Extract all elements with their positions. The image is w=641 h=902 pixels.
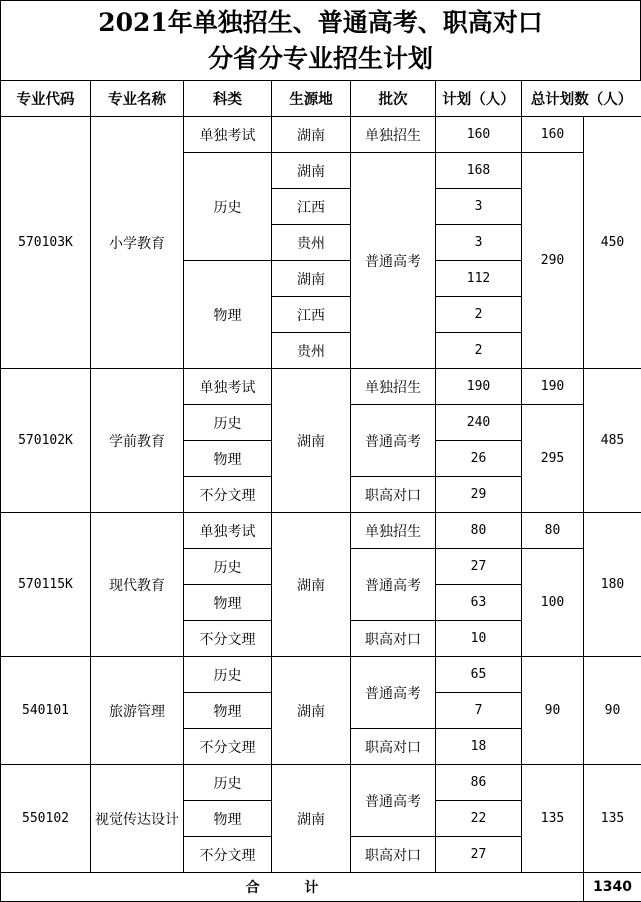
table-row — [1, 513, 641, 549]
plan-cell: 3 — [436, 189, 522, 225]
batch-total-cell: 135 — [522, 765, 584, 873]
table-row — [1, 765, 641, 801]
origin-cell: 湖南 — [272, 369, 351, 513]
batch-cell: 普通高考 — [351, 765, 436, 837]
plan-cell: 27 — [436, 837, 522, 873]
batch-cell: 单独招生 — [351, 513, 436, 549]
plan-cell: 27 — [436, 549, 522, 585]
title-line-1: 2021年单独招生、普通高考、职高对口 — [1, 5, 640, 41]
major-code-cell: 570115K — [1, 513, 91, 657]
header-plan: 计划（人） — [436, 81, 522, 117]
subject-cell: 物理 — [184, 693, 272, 729]
subject-cell: 物理 — [184, 585, 272, 621]
header-major-code: 专业代码 — [1, 81, 91, 117]
major-name-cell: 现代教育 — [91, 513, 184, 657]
major-total-cell: 450 — [584, 117, 641, 369]
subject-cell: 历史 — [184, 153, 272, 261]
subject-cell: 历史 — [184, 657, 272, 693]
subject-cell: 单独考试 — [184, 513, 272, 549]
batch-cell: 职高对口 — [351, 729, 436, 765]
subject-cell: 不分文理 — [184, 621, 272, 657]
batch-total-cell: 80 — [522, 513, 584, 549]
table-row — [1, 657, 641, 693]
subject-cell: 物理 — [184, 261, 272, 369]
major-code-cell: 570103K — [1, 117, 91, 369]
major-name-cell: 旅游管理 — [91, 657, 184, 765]
subject-cell: 单独考试 — [184, 369, 272, 405]
major-code-cell: 540101 — [1, 657, 91, 765]
origin-cell: 贵州 — [272, 333, 351, 369]
batch-cell: 职高对口 — [351, 837, 436, 873]
batch-cell: 普通高考 — [351, 153, 436, 369]
plan-cell: 160 — [436, 117, 522, 153]
subject-cell: 历史 — [184, 549, 272, 585]
origin-cell: 湖南 — [272, 117, 351, 153]
batch-cell: 普通高考 — [351, 405, 436, 477]
header-origin: 生源地 — [272, 81, 351, 117]
plan-cell: 168 — [436, 153, 522, 189]
plan-cell: 2 — [436, 333, 522, 369]
major-name-cell: 小学教育 — [91, 117, 184, 369]
batch-cell: 单独招生 — [351, 369, 436, 405]
origin-cell: 江西 — [272, 189, 351, 225]
origin-cell: 湖南 — [272, 153, 351, 189]
subject-cell: 不分文理 — [184, 729, 272, 765]
batch-total-cell: 290 — [522, 153, 584, 369]
table-row — [1, 117, 641, 153]
batch-total-cell: 160 — [522, 117, 584, 153]
subject-cell: 不分文理 — [184, 837, 272, 873]
header-row — [1, 81, 641, 117]
title-line-2: 分省分专业招生计划 — [1, 41, 640, 77]
plan-cell: 2 — [436, 297, 522, 333]
origin-cell: 湖南 — [272, 261, 351, 297]
major-total-cell: 485 — [584, 369, 641, 513]
batch-total-cell: 90 — [522, 657, 584, 765]
subject-cell: 历史 — [184, 765, 272, 801]
enrollment-plan-table — [0, 80, 641, 902]
plan-cell: 190 — [436, 369, 522, 405]
plan-cell: 80 — [436, 513, 522, 549]
plan-cell: 63 — [436, 585, 522, 621]
header-total-plan: 总计划数（人） — [522, 81, 641, 117]
subject-cell: 不分文理 — [184, 477, 272, 513]
subject-cell: 物理 — [184, 441, 272, 477]
subject-cell: 历史 — [184, 405, 272, 441]
plan-cell: 10 — [436, 621, 522, 657]
plan-cell: 65 — [436, 657, 522, 693]
origin-cell: 贵州 — [272, 225, 351, 261]
origin-cell: 湖南 — [272, 765, 351, 873]
major-name-cell: 视觉传达设计 — [91, 765, 184, 873]
table-row — [1, 369, 641, 405]
plan-cell: 18 — [436, 729, 522, 765]
origin-cell: 湖南 — [272, 657, 351, 765]
batch-total-cell: 190 — [522, 369, 584, 405]
plan-cell: 26 — [436, 441, 522, 477]
major-code-cell: 570102K — [1, 369, 91, 513]
batch-total-cell: 295 — [522, 405, 584, 513]
batch-cell: 职高对口 — [351, 477, 436, 513]
plan-cell: 29 — [436, 477, 522, 513]
batch-total-cell: 100 — [522, 549, 584, 657]
batch-cell: 单独招生 — [351, 117, 436, 153]
major-total-cell: 135 — [584, 765, 641, 873]
plan-cell: 7 — [436, 693, 522, 729]
batch-cell: 职高对口 — [351, 621, 436, 657]
total-label: 合 计 — [1, 873, 584, 902]
plan-cell: 3 — [436, 225, 522, 261]
subject-cell: 物理 — [184, 801, 272, 837]
major-total-cell: 90 — [584, 657, 641, 765]
grand-total: 1340 — [584, 873, 641, 902]
batch-cell: 普通高考 — [351, 549, 436, 621]
plan-cell: 240 — [436, 405, 522, 441]
header-major-name: 专业名称 — [91, 81, 184, 117]
header-subject: 科类 — [184, 81, 272, 117]
origin-cell: 江西 — [272, 297, 351, 333]
major-name-cell: 学前教育 — [91, 369, 184, 513]
plan-cell: 22 — [436, 801, 522, 837]
major-total-cell: 180 — [584, 513, 641, 657]
header-batch: 批次 — [351, 81, 436, 117]
plan-cell: 112 — [436, 261, 522, 297]
subject-cell: 单独考试 — [184, 117, 272, 153]
batch-cell: 普通高考 — [351, 657, 436, 729]
major-code-cell: 550102 — [1, 765, 91, 873]
document-title — [0, 0, 641, 80]
origin-cell: 湖南 — [272, 513, 351, 657]
total-row — [1, 873, 641, 902]
plan-cell: 86 — [436, 765, 522, 801]
